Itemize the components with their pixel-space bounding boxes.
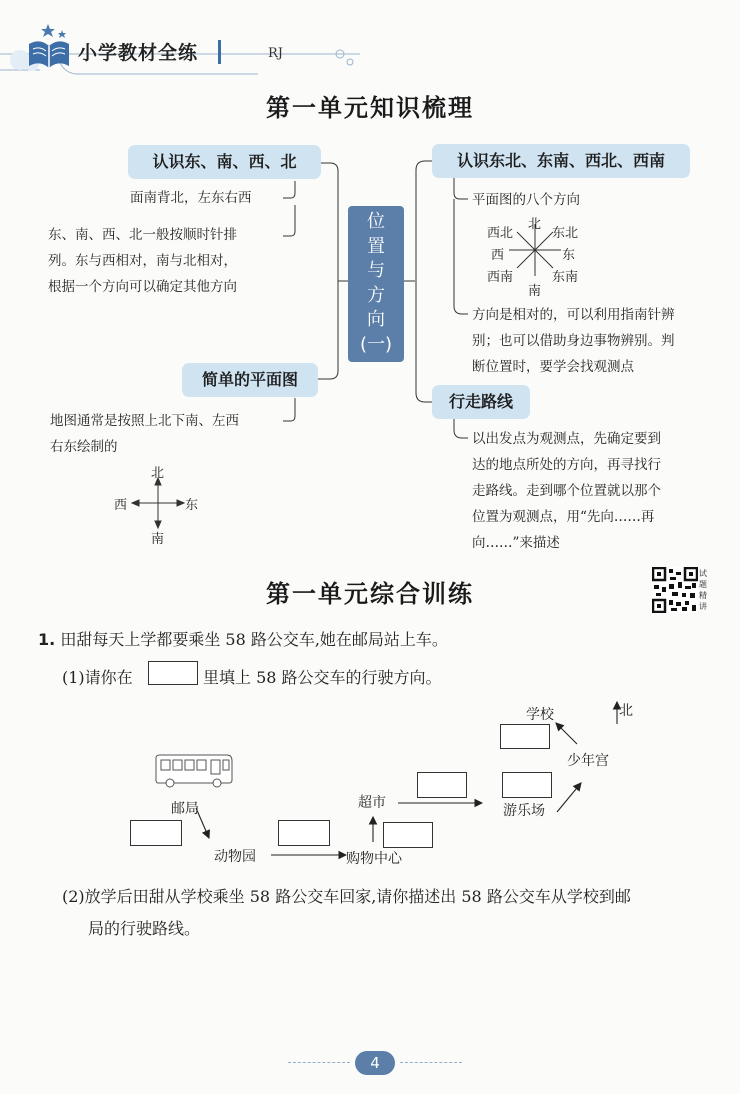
qr-caption-char: 题 bbox=[699, 580, 707, 589]
center-char: 置 bbox=[367, 235, 385, 257]
center-topic bbox=[348, 210, 404, 357]
question-1 bbox=[38, 627, 448, 650]
compass8-southeast: 东南 bbox=[552, 270, 579, 285]
example-answer-box bbox=[148, 661, 198, 685]
stop-zoo: 动物园 bbox=[214, 849, 256, 865]
brand-title: 小学教材全练 bbox=[78, 42, 199, 64]
answer-box-shopping-supermarket[interactable] bbox=[383, 822, 433, 848]
compass8-east: 东 bbox=[562, 248, 576, 263]
note-line: 别；也可以借助身边事物辨别。判 bbox=[472, 333, 675, 349]
stop-youth-palace: 少年宫 bbox=[567, 753, 609, 769]
question-line: 局的行驶路线。 bbox=[88, 919, 201, 938]
knowledge-title: 第一单元知识梳理 bbox=[266, 94, 474, 122]
question-1-1-prefix: (1)请你在 bbox=[62, 668, 133, 687]
center-char: 方 bbox=[367, 284, 385, 306]
note-line: 方向是相对的，可以利用指南针辨 bbox=[472, 307, 675, 323]
note-line: 根据一个方向可以确定其他方向 bbox=[48, 279, 237, 295]
pill-simple-floor-plan: 简单的平面图 bbox=[182, 363, 318, 397]
compass-south: 南 bbox=[151, 532, 165, 547]
page-number: 4 bbox=[355, 1051, 395, 1075]
footer-line-right bbox=[400, 1062, 462, 1063]
answer-box-zoo-shopping[interactable] bbox=[278, 820, 330, 846]
answer-box-youth-school[interactable] bbox=[500, 724, 550, 749]
compass8-south: 南 bbox=[528, 284, 542, 299]
compass-north: 北 bbox=[151, 466, 165, 481]
center-char: 与 bbox=[367, 260, 385, 281]
stop-school: 学校 bbox=[526, 707, 554, 723]
compass8-southwest: 西南 bbox=[487, 270, 514, 285]
stop-shopping-center: 购物中心 bbox=[346, 851, 402, 867]
compass-east: 东 bbox=[185, 498, 199, 513]
pill-intermediate-directions: 认识东北、东南、西北、西南 bbox=[432, 144, 690, 178]
note-map-orientation bbox=[50, 408, 300, 460]
note-line: 东、南、西、北一般按顺时针排 bbox=[48, 227, 237, 243]
answer-box-supermarket-amusement[interactable] bbox=[417, 772, 467, 798]
center-char: 向 bbox=[367, 309, 385, 330]
question-text: 田甜每天上学都要乘坐 58 路公交车,她在邮局站上车。 bbox=[60, 630, 448, 649]
note-line: 走路线。走到哪个位置就以那个 bbox=[472, 483, 661, 499]
compass8-northwest: 西北 bbox=[487, 226, 514, 241]
question-1-1-suffix: 里填上 58 路公交车的行驶方向。 bbox=[203, 668, 442, 687]
bus-icon bbox=[153, 752, 235, 790]
map-north-label: 北 bbox=[619, 703, 633, 719]
qr-caption bbox=[699, 568, 711, 612]
question-number: 1. bbox=[38, 630, 56, 649]
training-title: 第一单元综合训练 bbox=[266, 580, 474, 608]
note-face-south: 面南背北，左东右西 bbox=[130, 190, 252, 206]
question-1-2 bbox=[62, 881, 722, 945]
question-line: (2)放学后田甜从学校乘坐 58 路公交车回家,请你描述出 58 路公交车从学校到邮 bbox=[62, 887, 631, 906]
compass8-northeast: 东北 bbox=[552, 226, 579, 241]
note-line: 右东绘制的 bbox=[50, 439, 118, 455]
center-char: (一) bbox=[359, 333, 393, 355]
stop-post-office: 邮局 bbox=[171, 801, 199, 817]
qr-caption-char: 试 bbox=[699, 569, 707, 578]
note-line: 地图通常是按照上北下南、左西 bbox=[50, 413, 239, 429]
note-line: 断位置时，要学会找观测点 bbox=[472, 359, 634, 375]
compass-4-icon bbox=[130, 476, 190, 532]
qr-caption-char: 讲 bbox=[699, 602, 707, 611]
compass-west: 西 bbox=[114, 498, 128, 513]
qr-code-icon[interactable] bbox=[652, 567, 698, 613]
note-clockwise-order bbox=[48, 222, 298, 300]
qr-caption-char: 精 bbox=[699, 591, 707, 600]
note-route-description bbox=[472, 426, 722, 556]
compass8-west: 西 bbox=[491, 248, 505, 263]
note-line: 向……”来描述 bbox=[472, 535, 560, 551]
footer-line-left bbox=[288, 1062, 350, 1063]
center-char: 位 bbox=[367, 211, 385, 232]
stop-amusement-park: 游乐场 bbox=[503, 803, 545, 819]
note-relative-direction bbox=[472, 302, 722, 380]
note-line: 达的地点所处的方向，再寻找行 bbox=[472, 457, 661, 473]
answer-box-post-office-zoo[interactable] bbox=[130, 820, 182, 846]
answer-box-amusement-youth[interactable] bbox=[502, 772, 552, 798]
note-line: 位置为观测点，用“先向……再 bbox=[472, 509, 655, 525]
pill-walking-route: 行走路线 bbox=[432, 385, 530, 419]
note-line: 列。东与西相对，南与北相对， bbox=[48, 253, 237, 269]
stop-supermarket: 超市 bbox=[358, 795, 386, 811]
edition-label: RJ bbox=[268, 46, 283, 61]
pill-cardinal-directions: 认识东、南、西、北 bbox=[128, 145, 321, 179]
compass8-north: 北 bbox=[528, 217, 542, 232]
note-line: 以出发点为观测点，先确定要到 bbox=[472, 431, 661, 447]
note-eight-directions: 平面图的八个方向 bbox=[472, 192, 580, 208]
